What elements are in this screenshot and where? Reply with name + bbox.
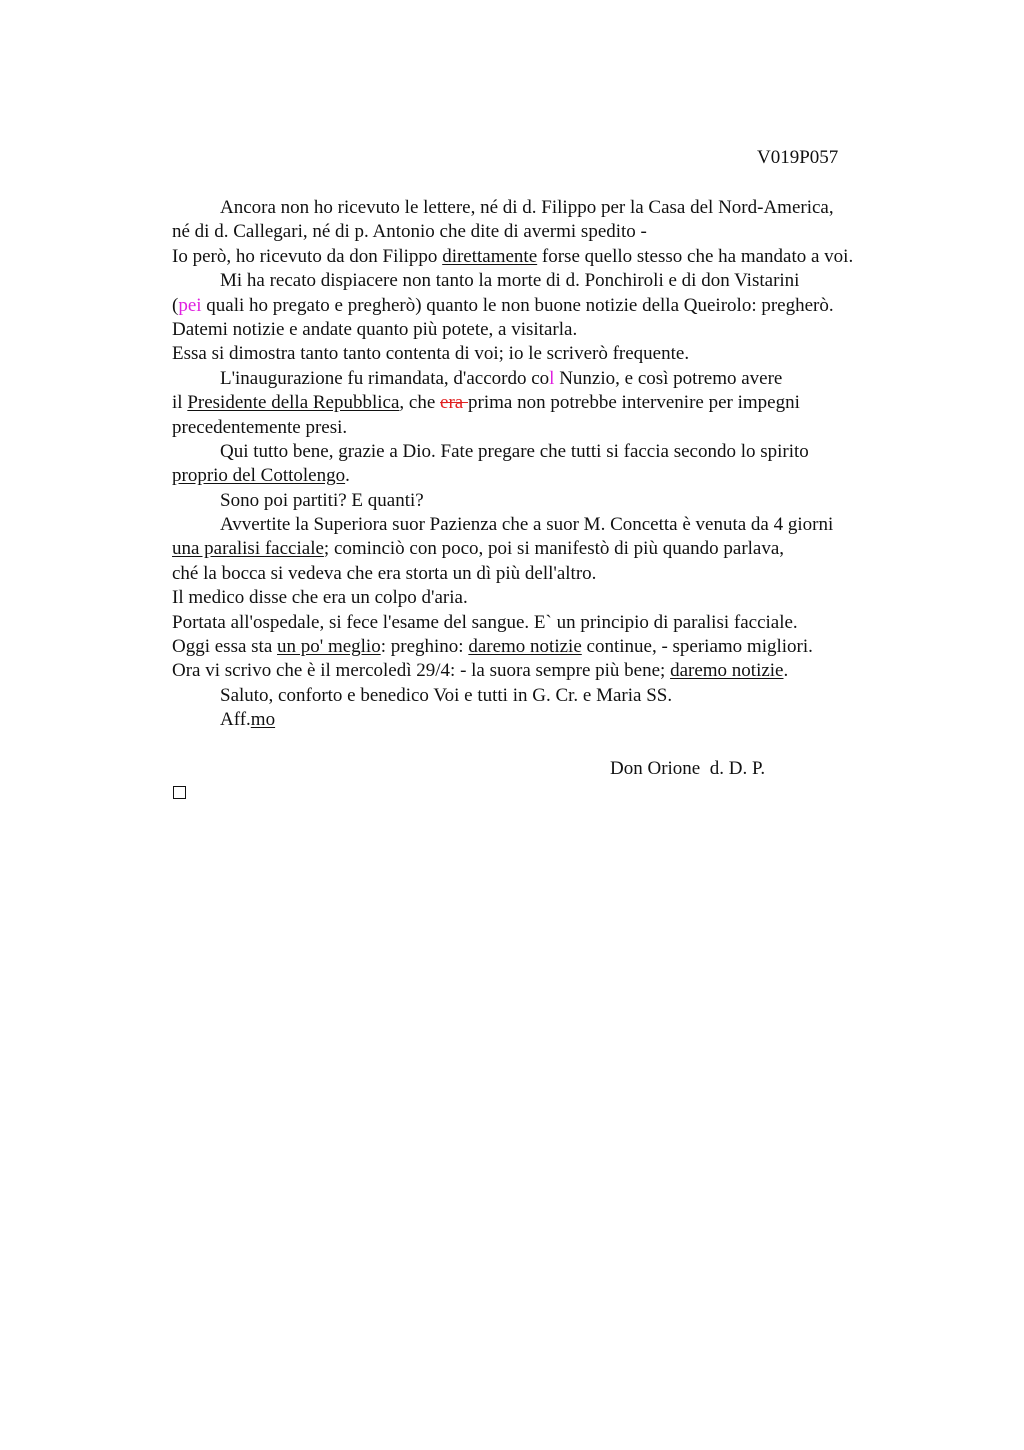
text-line bbox=[172, 464, 972, 488]
text-run: Avvertite la Superiora suor Pazienza che a suor M. Concetta è venuta da 4 giorni bbox=[220, 514, 834, 536]
text-run: il bbox=[172, 392, 188, 414]
text-line bbox=[172, 391, 972, 415]
underlined-text: daremo notizie bbox=[670, 660, 784, 682]
text-run: Essa si dimostra tanto tanto contenta di voi; io le scriverò frequente. bbox=[172, 343, 690, 365]
text-line bbox=[172, 537, 972, 561]
text-line bbox=[172, 318, 972, 342]
underlined-text: mo bbox=[250, 709, 276, 731]
text-line bbox=[172, 684, 972, 708]
text-run: : preghino: bbox=[380, 636, 469, 658]
underlined-text: proprio del Cottolengo bbox=[172, 465, 346, 487]
text-run: Aff. bbox=[220, 709, 251, 731]
text-run: Oggi essa sta bbox=[172, 636, 278, 658]
underlined-text: daremo notizie bbox=[468, 636, 582, 658]
text-run: Saluto, conforto e benedico Voi e tutti in G. Cr. e Maria SS. bbox=[220, 684, 673, 706]
text-run: Portata all'ospedale, si fece l'esame del sangue. E` un principio di paralisi facciale. bbox=[172, 611, 798, 633]
text-run: né di d. Callegari, né di p. Antonio che dite di avermi spedito - bbox=[172, 221, 647, 243]
underlined-text: direttamente bbox=[442, 245, 538, 267]
text-run: Il medico disse che era un colpo d'aria. bbox=[172, 587, 468, 609]
text-line bbox=[172, 196, 972, 220]
text-line bbox=[172, 342, 972, 366]
text-line bbox=[172, 440, 972, 464]
text-line bbox=[172, 659, 972, 683]
text-run: Ora vi scrivo che è il mercoledì 29/4: - la suora sempre più bene; bbox=[172, 660, 671, 682]
text-line bbox=[172, 294, 972, 318]
text-run: continue, - speriamo migliori. bbox=[581, 636, 813, 658]
text-run: prima non potrebbe intervenire per impegni bbox=[468, 392, 800, 414]
text-line bbox=[172, 635, 972, 659]
text-run: Sono poi partiti? E quanti? bbox=[220, 489, 424, 511]
text-line bbox=[172, 586, 972, 610]
text-run: precedentemente presi. bbox=[172, 416, 348, 438]
text-run: Qui tutto bene, grazie a Dio. Fate pregare che tutti si faccia secondo lo spirito bbox=[220, 440, 809, 462]
text-line bbox=[172, 708, 972, 732]
text-run: quali ho pregato e pregherò) quanto le non buone notizie della Queirolo: pregherò. bbox=[201, 294, 834, 316]
text-run: ché la bocca si vedeva che era storta un dì più dell'altro. bbox=[172, 562, 597, 584]
text-line bbox=[172, 220, 972, 244]
underlined-text: un po' meglio bbox=[277, 636, 381, 658]
signature: Don Orione d. D. P. bbox=[610, 758, 766, 779]
text-line bbox=[172, 513, 972, 537]
text-line bbox=[172, 562, 972, 586]
underlined-text: una paralisi facciale bbox=[172, 538, 324, 560]
text-line bbox=[172, 367, 972, 391]
text-run: . bbox=[345, 465, 350, 487]
end-marker-box bbox=[173, 786, 186, 799]
letter-body bbox=[172, 196, 972, 733]
text-run: . bbox=[783, 660, 789, 682]
text-line bbox=[172, 245, 972, 269]
text-run: forse quello stesso che ha mandato a voi. bbox=[537, 245, 854, 267]
text-run: L'inaugurazione fu rimandata, d'accordo co bbox=[220, 367, 550, 389]
text-run: , che bbox=[399, 392, 441, 414]
text-line bbox=[172, 416, 972, 440]
text-line bbox=[172, 611, 972, 635]
text-run: Ancora non ho ricevuto le lettere, né di d. Filippo per la Casa del Nord-America, bbox=[220, 197, 834, 218]
inserted-text: pei bbox=[178, 294, 202, 316]
text-run: ; cominciò con poco, poi si manifestò di più quando parlava, bbox=[323, 538, 785, 560]
text-line bbox=[172, 489, 972, 513]
text-run: Nunzio, e così potremo avere bbox=[554, 367, 783, 389]
deleted-text: era bbox=[440, 392, 468, 414]
text-run: Io però, ho ricevuto da don Filippo bbox=[172, 245, 443, 267]
text-run: ( bbox=[172, 294, 179, 316]
inserted-text: l bbox=[549, 367, 555, 389]
document-id: V019P057 bbox=[757, 147, 839, 168]
text-run: Datemi notizie e andate quanto più potete, a visitarla. bbox=[172, 318, 578, 340]
text-run: Mi ha recato dispiacere non tanto la morte di d. Ponchiroli e di don Vistarini bbox=[220, 270, 800, 292]
text-line bbox=[172, 269, 972, 293]
underlined-text: Presidente della Repubblica bbox=[187, 392, 400, 414]
